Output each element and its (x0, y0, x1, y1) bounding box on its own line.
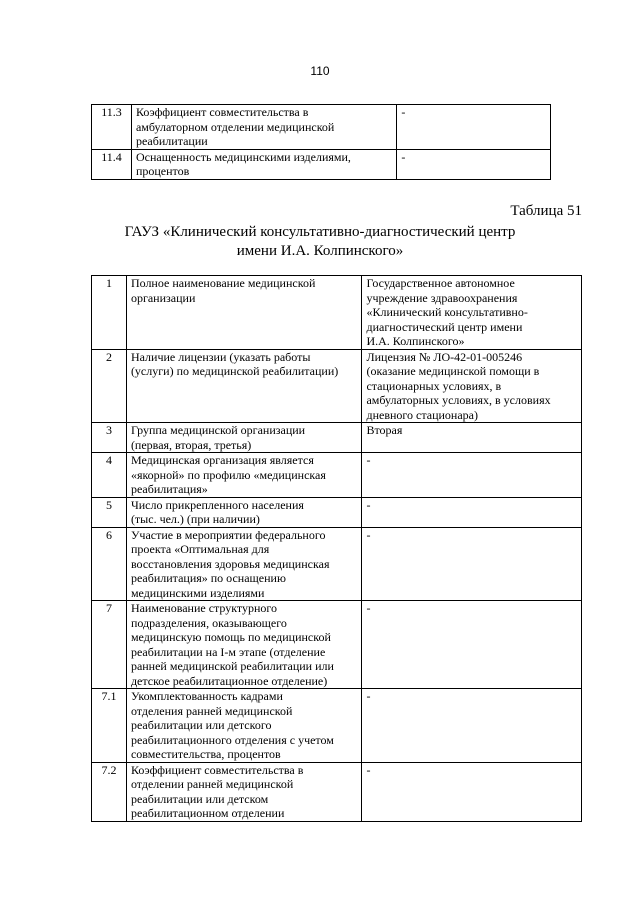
row-number: 2 (92, 349, 127, 423)
table-row (92, 527, 582, 601)
row-label: Укомплектованность кадрами отделения ранней медицинской реабилитации или детского реабилитационного отделения с учетом совместительства, процентов (126, 689, 362, 763)
table-row (92, 276, 582, 350)
row-number: 11.3 (92, 105, 132, 150)
row-value: Вторая (362, 423, 582, 453)
row-number: 5 (92, 497, 127, 527)
row-value: Лицензия № ЛО-42-01-005246 (оказание медицинской помощи в стационарных условиях, в амбулаторных условиях, в условиях дневного стационара) (362, 349, 582, 423)
row-label: Наименование структурного подразделения, оказывающего медицинскую помощь по медицинской реабилитации на I-м этапе (отделение ранней медицинской реабилитации или детское реабилитационное отделение) (126, 601, 362, 689)
row-number: 7 (92, 601, 127, 689)
row-number: 7.1 (92, 689, 127, 763)
row-value: - (397, 105, 551, 150)
row-number: 4 (92, 453, 127, 498)
row-value: - (362, 601, 582, 689)
row-label: Группа медицинской организации (первая, вторая, третья) (126, 423, 362, 453)
table-row (92, 349, 582, 423)
table-title-line-1: ГАУЗ «Клинический консультативно-диагностический центр (124, 224, 516, 240)
table-row (92, 149, 551, 179)
top-table (91, 104, 551, 180)
row-number: 7.2 (92, 762, 127, 821)
table-row (92, 762, 582, 821)
row-label: Полное наименование медицинской организации (126, 276, 362, 350)
row-label: Оснащенность медицинскими изделиями, процентов (131, 149, 396, 179)
row-value: - (362, 689, 582, 763)
row-label: Число прикрепленного населения (тыс. чел.) (при наличии) (126, 497, 362, 527)
row-value: - (397, 149, 551, 179)
table-row (92, 497, 582, 527)
row-number: 3 (92, 423, 127, 453)
table-row (92, 689, 582, 763)
row-number: 11.4 (92, 149, 132, 179)
row-label: Участие в мероприятии федерального проекта «Оптимальная для восстановления здоровья медицинская реабилитация» по оснащению медицинскими изделиями (126, 527, 362, 601)
row-label: Медицинская организация является «якорной» по профилю «медицинская реабилитация» (126, 453, 362, 498)
row-value: - (362, 762, 582, 821)
page-number: 110 (310, 64, 330, 78)
table-row (92, 105, 551, 150)
table-row (92, 423, 582, 453)
row-label: Коэффициент совместительства в амбулаторном отделении медицинской реабилитации (131, 105, 396, 150)
table-caption: Таблица 51 (510, 203, 582, 219)
row-number: 1 (92, 276, 127, 350)
table-title-line-2: имени И.А. Колпинского» (236, 243, 404, 259)
row-value: - (362, 453, 582, 498)
row-label: Коэффициент совместительства в отделении ранней медицинской реабилитации или детском реабилитационном отделении (126, 762, 362, 821)
row-value: - (362, 497, 582, 527)
row-value: Государственное автономное учреждение здравоохранения «Клинический консультативно- диагностический центр имени И.А. Колпинского» (362, 276, 582, 350)
table-row (92, 453, 582, 498)
row-label: Наличие лицензии (указать работы (услуги) по медицинской реабилитации) (126, 349, 362, 423)
table-row (92, 601, 582, 689)
row-value: - (362, 527, 582, 601)
main-table (91, 275, 582, 822)
row-number: 6 (92, 527, 127, 601)
